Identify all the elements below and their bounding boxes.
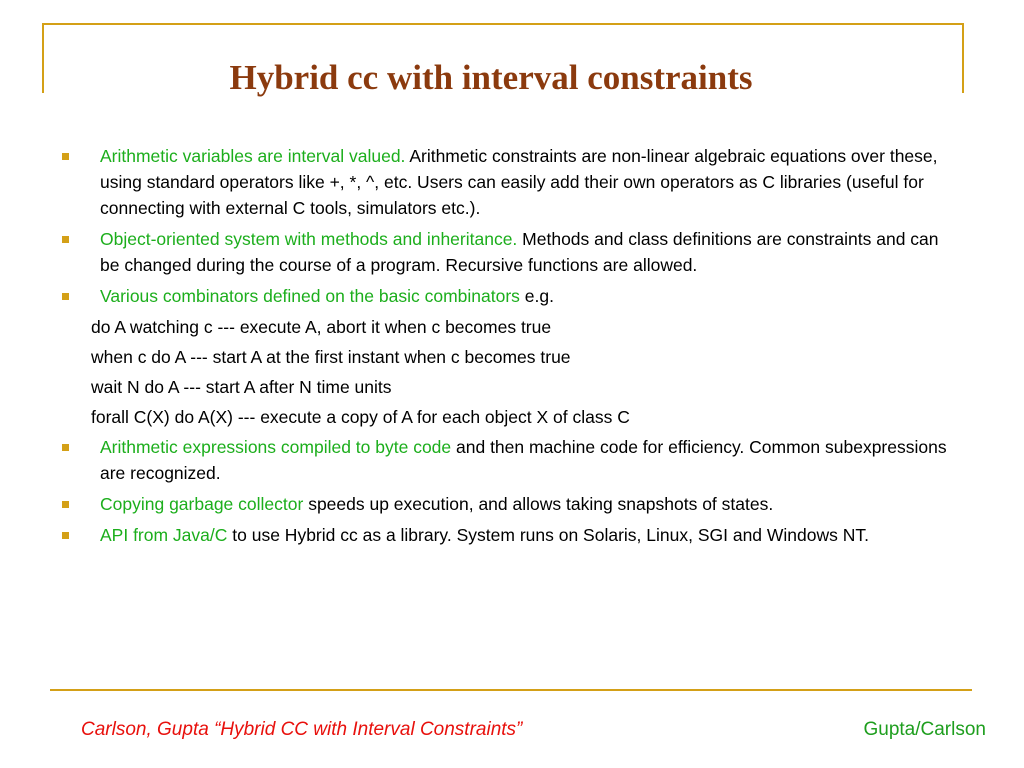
bullet-highlight: API from Java/C bbox=[100, 525, 228, 545]
footer-rule bbox=[50, 689, 972, 691]
square-bullet-icon bbox=[62, 153, 69, 160]
bullet-highlight: Object-oriented system with methods and inheritance. bbox=[100, 229, 518, 249]
slide-body bbox=[62, 143, 962, 553]
bullet-text: Arithmetic constraints are non-linear algebraic equations over these, using standard operators like +, *, ^, etc. Users can easily add their own operators as C libraries (useful for connecting with external C tools, simulators etc.). bbox=[100, 146, 938, 218]
square-bullet-icon bbox=[62, 501, 69, 508]
bullet-text: Methods and class definitions are constraints and can be changed during the course of a program. Recursive functions are allowed. bbox=[100, 229, 939, 275]
bullet-text: speeds up execution, and allows taking snapshots of states. bbox=[303, 494, 774, 514]
bullet-item bbox=[62, 491, 962, 517]
footer-citation: Carlson, Gupta “Hybrid CC with Interval Constraints” bbox=[81, 719, 523, 740]
bullet-highlight: Various combinators defined on the basic combinators bbox=[100, 286, 520, 306]
bullet-highlight: Copying garbage collector bbox=[100, 494, 304, 514]
square-bullet-icon bbox=[62, 293, 69, 300]
bullet-text: e.g. bbox=[519, 286, 554, 306]
bullet-item bbox=[62, 283, 962, 309]
bullet-item bbox=[62, 434, 962, 486]
bullet-item bbox=[62, 522, 962, 548]
bullet-item bbox=[62, 143, 962, 221]
footer-authors: Gupta/Carlson bbox=[863, 719, 986, 740]
square-bullet-icon bbox=[62, 532, 69, 539]
slide-title: Hybrid cc with interval constraints bbox=[229, 58, 753, 97]
bullet-text: and then machine code for efficiency. Common subexpressions are recognized. bbox=[100, 437, 947, 483]
square-bullet-icon bbox=[62, 236, 69, 243]
frame-top-rule bbox=[42, 23, 964, 25]
combinator-example: when c do A --- start A at the first instant when c becomes true bbox=[91, 347, 571, 367]
bullet-highlight: Arithmetic expressions compiled to byte code bbox=[100, 437, 452, 457]
combinator-example: wait N do A --- start A after N time units bbox=[91, 377, 392, 397]
bullet-highlight: Arithmetic variables are interval valued. bbox=[100, 146, 406, 166]
bullet-item bbox=[62, 226, 962, 278]
combinator-example: forall C(X) do A(X) --- execute a copy of A for each object X of class C bbox=[91, 407, 630, 427]
combinator-example: do A watching c --- execute A, abort it when c becomes true bbox=[91, 317, 552, 337]
bullet-text: to use Hybrid cc as a library. System runs on Solaris, Linux, SGI and Windows NT. bbox=[227, 525, 869, 545]
square-bullet-icon bbox=[62, 444, 69, 451]
